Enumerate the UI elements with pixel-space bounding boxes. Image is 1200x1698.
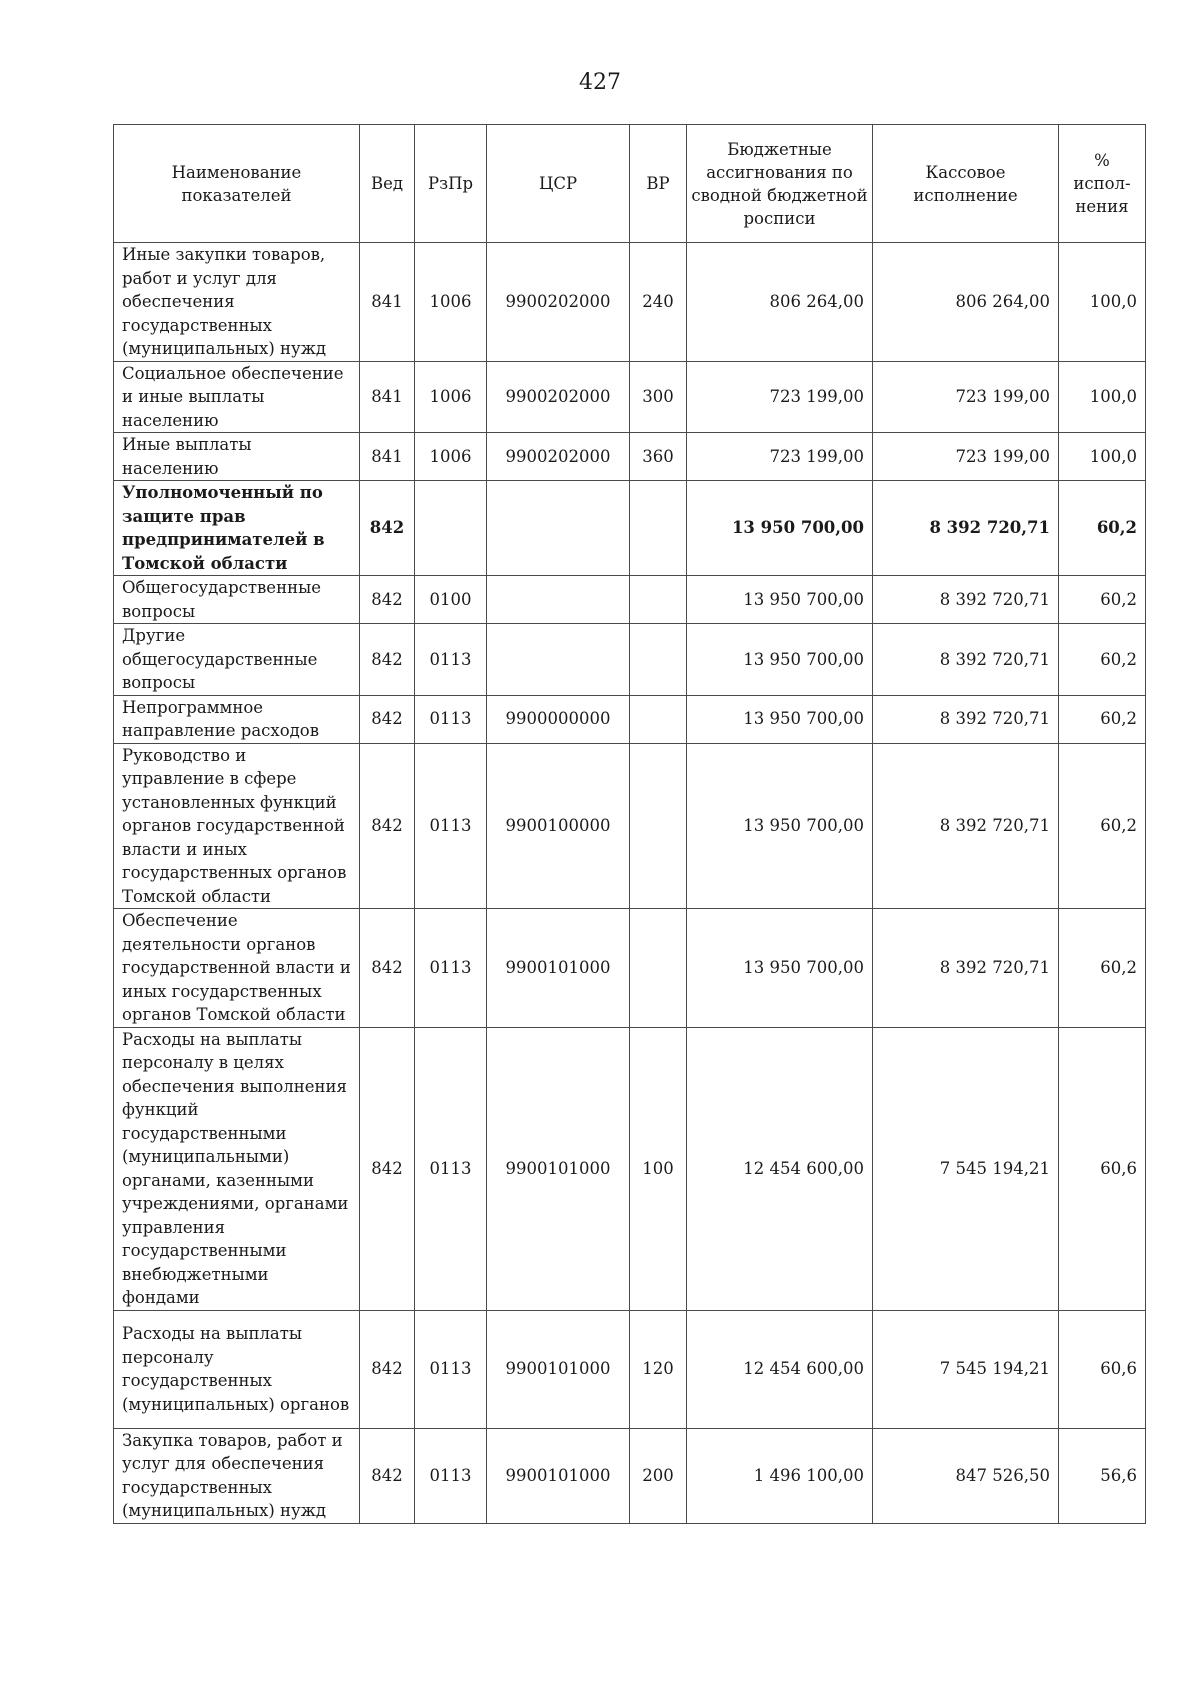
row-name: Руководство и управление в сфере установленных функций органов государственной власти и иных государственных органов Томской области: [114, 743, 360, 909]
row-ved: 842: [360, 743, 415, 909]
row-assigned: 13 950 700,00: [687, 481, 873, 576]
row-vr: [630, 624, 687, 696]
row-csr: 9900202000: [487, 243, 630, 362]
table-row: [114, 1310, 1146, 1428]
row-executed: 8 392 720,71: [873, 743, 1059, 909]
row-vr: [630, 743, 687, 909]
row-name: Закупка товаров, работ и услуг для обеспечения государственных (муниципальных) нужд: [114, 1428, 360, 1523]
row-ved: 842: [360, 1027, 415, 1310]
row-assigned: 13 950 700,00: [687, 695, 873, 743]
header-percent: % испол-нения: [1059, 125, 1146, 243]
row-csr: 9900100000: [487, 743, 630, 909]
row-assigned: 12 454 600,00: [687, 1027, 873, 1310]
table-row: [114, 624, 1146, 696]
row-name: Расходы на выплаты персоналу в целях обеспечения выполнения функций государственными (муниципальными) органами, казенными учреждениями, органами управления государственными внебюджетными фондами: [114, 1027, 360, 1310]
row-executed: 8 392 720,71: [873, 695, 1059, 743]
table-row: [114, 743, 1146, 909]
row-rzpr: 0113: [415, 624, 487, 696]
row-name: Общегосударственные вопросы: [114, 576, 360, 624]
row-assigned: 13 950 700,00: [687, 743, 873, 909]
row-percent: 56,6: [1059, 1428, 1146, 1523]
row-rzpr: 1006: [415, 243, 487, 362]
header-assigned: Бюджетные ассигнования по сводной бюджетной росписи: [687, 125, 873, 243]
row-csr: 9900000000: [487, 695, 630, 743]
row-rzpr: 1006: [415, 433, 487, 481]
row-name: Иные закупки товаров, работ и услуг для обеспечения государственных (муниципальных) нужд: [114, 243, 360, 362]
row-csr: 9900202000: [487, 433, 630, 481]
row-assigned: 13 950 700,00: [687, 624, 873, 696]
row-executed: 847 526,50: [873, 1428, 1059, 1523]
row-name: Обеспечение деятельности органов государственной власти и иных государственных органов Томской области: [114, 909, 360, 1028]
row-name: Непрограммное направление расходов: [114, 695, 360, 743]
row-rzpr: 0113: [415, 1027, 487, 1310]
table-row: [114, 243, 1146, 362]
row-vr: [630, 695, 687, 743]
row-vr: 100: [630, 1027, 687, 1310]
row-percent: 100,0: [1059, 243, 1146, 362]
header-row: [114, 125, 1146, 243]
row-csr: 9900101000: [487, 1428, 630, 1523]
row-ved: 842: [360, 1428, 415, 1523]
table-row: [114, 576, 1146, 624]
row-name: Иные выплаты населению: [114, 433, 360, 481]
row-csr: [487, 624, 630, 696]
table-row: [114, 1428, 1146, 1523]
row-ved: 842: [360, 576, 415, 624]
row-executed: 8 392 720,71: [873, 909, 1059, 1028]
row-executed: 8 392 720,71: [873, 576, 1059, 624]
row-csr: 9900101000: [487, 1310, 630, 1428]
header-name: Наименование показателей: [114, 125, 360, 243]
row-assigned: 806 264,00: [687, 243, 873, 362]
row-name: Расходы на выплаты персоналу государственных (муниципальных) органов: [114, 1310, 360, 1428]
table-row: [114, 909, 1146, 1028]
row-vr: [630, 481, 687, 576]
row-assigned: 12 454 600,00: [687, 1310, 873, 1428]
row-ved: 842: [360, 624, 415, 696]
row-vr: 300: [630, 361, 687, 433]
row-percent: 100,0: [1059, 361, 1146, 433]
row-rzpr: [415, 481, 487, 576]
row-vr: 240: [630, 243, 687, 362]
row-percent: 60,2: [1059, 576, 1146, 624]
row-csr: 9900101000: [487, 909, 630, 1028]
row-assigned: 1 496 100,00: [687, 1428, 873, 1523]
table-row-bold: [114, 481, 1146, 576]
row-rzpr: 0113: [415, 909, 487, 1028]
row-vr: 360: [630, 433, 687, 481]
row-ved: 842: [360, 1310, 415, 1428]
row-percent: 60,2: [1059, 909, 1146, 1028]
row-vr: [630, 909, 687, 1028]
row-ved: 841: [360, 361, 415, 433]
row-ved: 841: [360, 433, 415, 481]
row-rzpr: 0113: [415, 743, 487, 909]
row-executed: 806 264,00: [873, 243, 1059, 362]
row-rzpr: 0100: [415, 576, 487, 624]
row-ved: 842: [360, 695, 415, 743]
row-executed: 723 199,00: [873, 361, 1059, 433]
row-name: Другие общегосударственные вопросы: [114, 624, 360, 696]
row-rzpr: 0113: [415, 1428, 487, 1523]
table-row: [114, 433, 1146, 481]
row-name: Уполномоченный по защите прав предпринимателей в Томской области: [114, 481, 360, 576]
row-percent: 60,2: [1059, 481, 1146, 576]
header-rzpr: РзПр: [415, 125, 487, 243]
table-row: [114, 361, 1146, 433]
row-executed: 723 199,00: [873, 433, 1059, 481]
row-rzpr: 0113: [415, 695, 487, 743]
row-executed: 7 545 194,21: [873, 1027, 1059, 1310]
row-csr: [487, 576, 630, 624]
row-vr: [630, 576, 687, 624]
row-ved: 841: [360, 243, 415, 362]
row-assigned: 13 950 700,00: [687, 909, 873, 1028]
header-ved: Вед: [360, 125, 415, 243]
row-name: Социальное обеспечение и иные выплаты населению: [114, 361, 360, 433]
row-percent: 60,6: [1059, 1027, 1146, 1310]
row-vr: 120: [630, 1310, 687, 1428]
row-rzpr: 0113: [415, 1310, 487, 1428]
row-executed: 8 392 720,71: [873, 481, 1059, 576]
row-percent: 60,2: [1059, 695, 1146, 743]
row-csr: 9900202000: [487, 361, 630, 433]
header-executed: Кассовое исполнение: [873, 125, 1059, 243]
row-executed: 7 545 194,21: [873, 1310, 1059, 1428]
table-row: [114, 695, 1146, 743]
header-vr: ВР: [630, 125, 687, 243]
row-csr: [487, 481, 630, 576]
row-ved: 842: [360, 481, 415, 576]
row-rzpr: 1006: [415, 361, 487, 433]
budget-table: [113, 124, 1146, 1524]
row-percent: 60,2: [1059, 743, 1146, 909]
table-row: [114, 1027, 1146, 1310]
row-percent: 100,0: [1059, 433, 1146, 481]
page-number: 427: [579, 70, 621, 95]
header-csr: ЦСР: [487, 125, 630, 243]
row-assigned: 723 199,00: [687, 433, 873, 481]
row-percent: 60,2: [1059, 624, 1146, 696]
row-vr: 200: [630, 1428, 687, 1523]
row-executed: 8 392 720,71: [873, 624, 1059, 696]
row-assigned: 13 950 700,00: [687, 576, 873, 624]
row-percent: 60,6: [1059, 1310, 1146, 1428]
row-ved: 842: [360, 909, 415, 1028]
row-assigned: 723 199,00: [687, 361, 873, 433]
row-csr: 9900101000: [487, 1027, 630, 1310]
